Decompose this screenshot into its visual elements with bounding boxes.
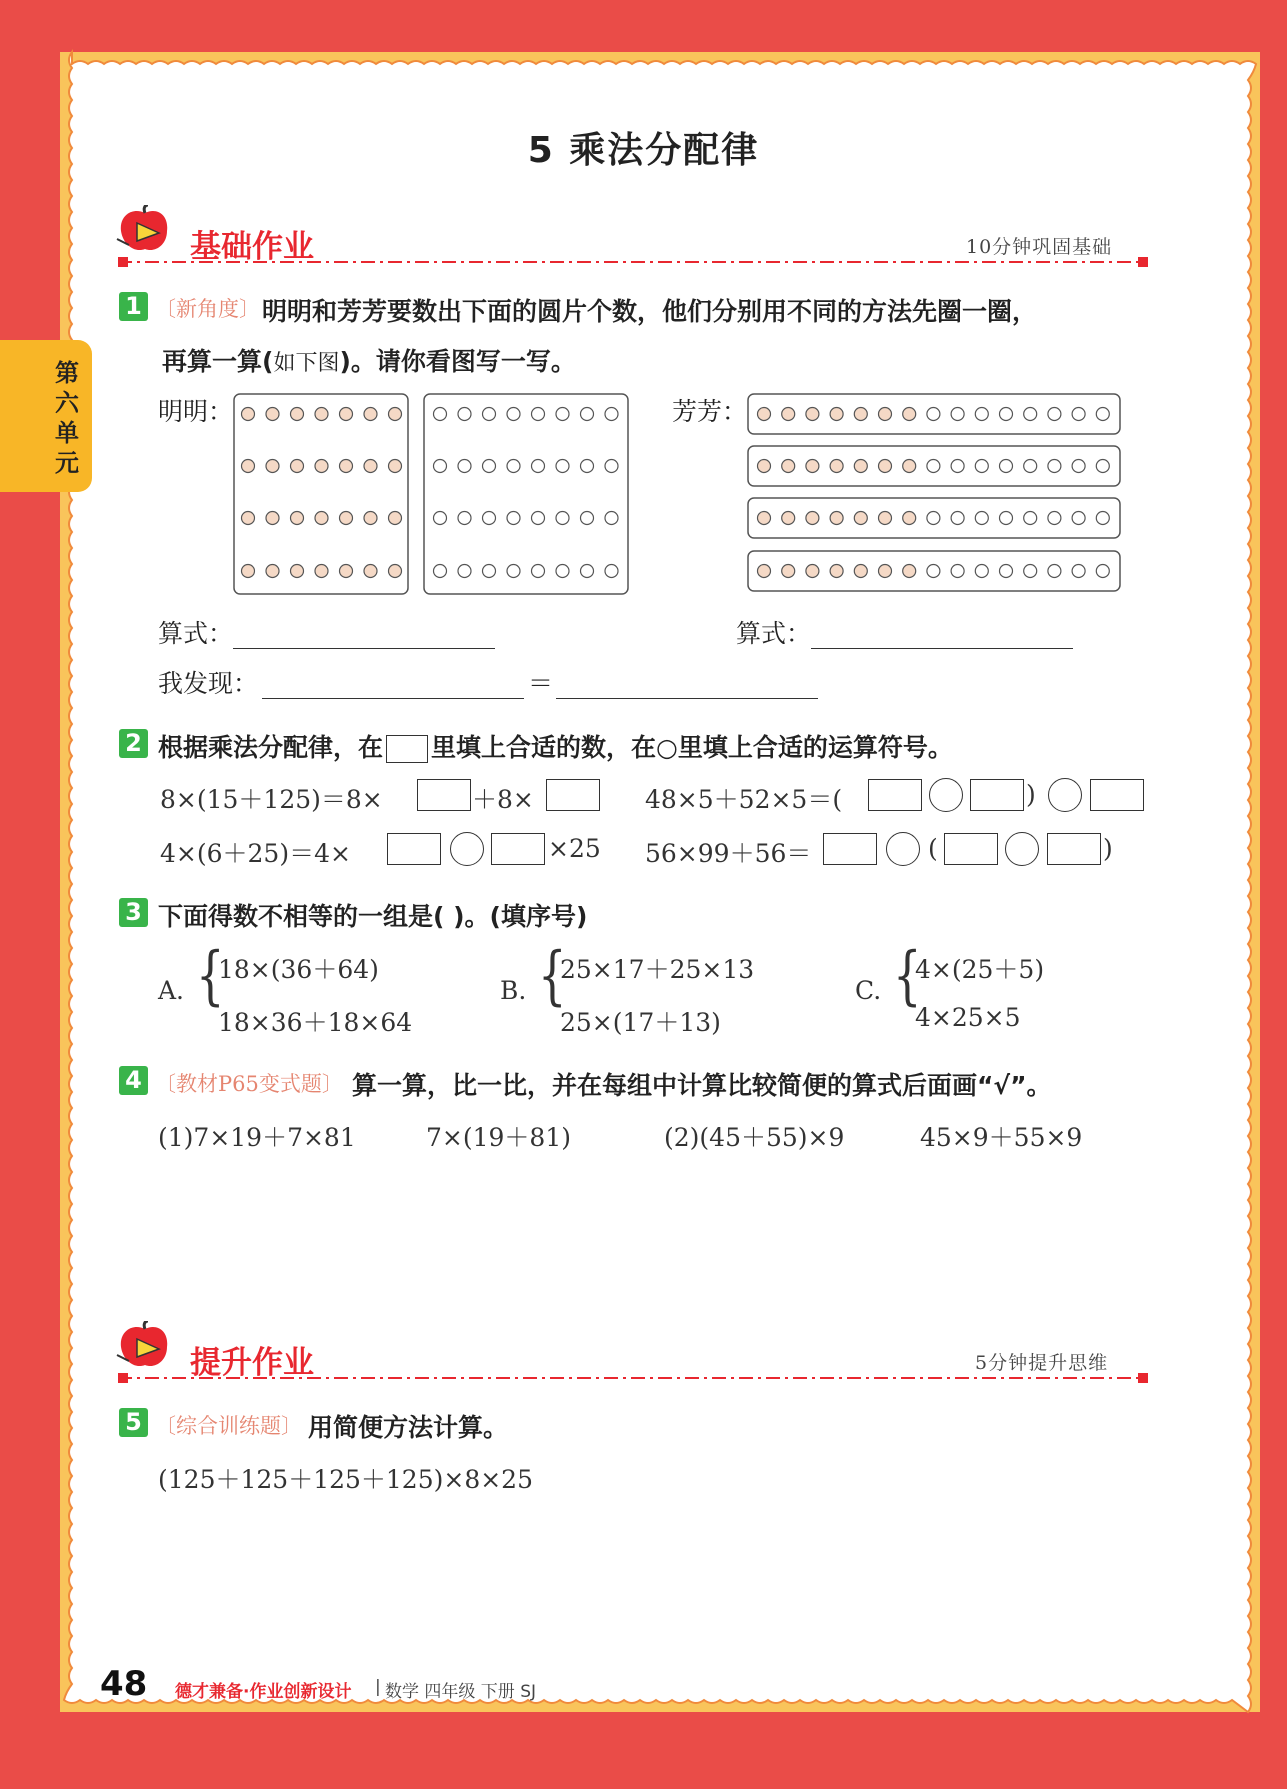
dot-filled <box>782 408 795 421</box>
dot-empty <box>507 512 520 525</box>
dot-filled <box>389 460 402 473</box>
option-c-line1: 4×(25＋5) <box>915 955 1045 984</box>
dot-empty <box>927 460 940 473</box>
dot-filled <box>315 460 328 473</box>
dot-filled <box>806 408 819 421</box>
dot-filled <box>879 512 892 525</box>
dot-filled <box>291 565 304 578</box>
discover-label: 我发现： <box>158 669 259 698</box>
dot-empty <box>581 565 594 578</box>
dot-empty <box>1000 460 1013 473</box>
dot-filled <box>242 565 255 578</box>
dot-filled <box>315 512 328 525</box>
dot-filled <box>315 408 328 421</box>
dot-empty <box>927 408 940 421</box>
eq1-box-2[interactable] <box>546 779 600 811</box>
unit-tab <box>0 340 92 492</box>
eq2-circle-1[interactable] <box>929 778 963 812</box>
discover-blank-right[interactable] <box>556 698 818 699</box>
dot-empty <box>605 512 618 525</box>
dot-filled <box>782 512 795 525</box>
dot-empty <box>927 512 940 525</box>
dot-empty <box>1096 565 1109 578</box>
page-number: 48 <box>100 1664 148 1704</box>
dot-filled <box>266 460 279 473</box>
option-b-line1: 25×17＋25×13 <box>560 955 755 984</box>
dot-filled <box>291 460 304 473</box>
formula-label-left: 算式： <box>158 619 234 648</box>
dot-empty <box>532 408 545 421</box>
dot-empty <box>556 512 569 525</box>
dot-empty <box>1072 512 1085 525</box>
dot-empty <box>1000 512 1013 525</box>
eq4-text-c: ) <box>1103 834 1113 863</box>
dot-empty <box>483 512 496 525</box>
dot-empty <box>975 460 988 473</box>
dot-empty <box>581 408 594 421</box>
option-b-brace: { <box>538 939 567 1013</box>
dot-filled <box>364 512 377 525</box>
eq4-text-a: 56×99＋56＝ <box>645 839 812 868</box>
dot-empty <box>951 460 964 473</box>
mingming-label: 明明： <box>158 397 234 426</box>
dot-filled <box>854 512 867 525</box>
eq1-box-1[interactable] <box>417 779 471 811</box>
question-number-3: 3 <box>119 898 148 927</box>
dot-filled <box>830 512 843 525</box>
dot-empty <box>1024 408 1037 421</box>
dot-empty <box>1000 565 1013 578</box>
mingming-empty-group <box>424 394 628 594</box>
discover-blank-left[interactable] <box>262 698 524 699</box>
dot-empty <box>434 512 447 525</box>
dot-filled <box>903 565 916 578</box>
dot-empty <box>483 408 496 421</box>
option-b-line2: 25×(17＋13) <box>560 1008 721 1037</box>
dot-empty <box>458 565 471 578</box>
dot-empty <box>1024 565 1037 578</box>
dot-empty <box>927 565 940 578</box>
q4-item-2: 7×(19＋81) <box>426 1123 571 1152</box>
dot-filled <box>830 565 843 578</box>
dot-filled <box>854 408 867 421</box>
dot-empty <box>1048 408 1061 421</box>
question-number-4: 4 <box>119 1066 148 1095</box>
dot-empty <box>507 460 520 473</box>
formula-blank-left[interactable] <box>233 648 495 649</box>
dot-empty <box>975 565 988 578</box>
book-title: 德才兼备·作业创新设计 <box>175 1682 352 1702</box>
q4-item-1: (1)7×19＋7×81 <box>158 1123 356 1152</box>
dot-filled <box>389 408 402 421</box>
dot-figure <box>230 390 1130 600</box>
dot-filled <box>389 512 402 525</box>
page-title: 5 乘法分配律 <box>527 130 760 171</box>
eq3-box-2[interactable] <box>491 833 545 865</box>
dot-empty <box>532 460 545 473</box>
dot-empty <box>1072 460 1085 473</box>
question-number-1: 1 <box>119 292 148 321</box>
question-text-1a: 明明和芳芳要数出下面的圆片个数，他们分别用不同的方法先圈一圈， <box>262 297 1038 326</box>
dot-filled <box>806 460 819 473</box>
dot-empty <box>605 565 618 578</box>
fangfang-label: 芳芳： <box>672 397 748 426</box>
dot-empty <box>1048 565 1061 578</box>
dot-filled <box>364 460 377 473</box>
unit-tab-label: 第六单元 <box>55 359 79 477</box>
option-a-line1: 18×(36＋64) <box>218 955 379 984</box>
eq3-text-b: ×25 <box>548 834 601 863</box>
dot-empty <box>434 565 447 578</box>
dot-filled <box>806 512 819 525</box>
dot-empty <box>1024 512 1037 525</box>
dot-filled <box>340 460 353 473</box>
dot-empty <box>483 565 496 578</box>
dot-empty <box>581 512 594 525</box>
question-text-5: 用简便方法计算。 <box>308 1413 509 1442</box>
dot-filled <box>758 512 771 525</box>
eq1-text-b: ＋8× <box>472 785 534 814</box>
section-divider <box>118 1371 1158 1385</box>
dot-empty <box>507 565 520 578</box>
dot-empty <box>532 565 545 578</box>
section-advanced-subtitle: 5分钟提升思维 <box>975 1352 1109 1374</box>
option-c-brace: { <box>893 939 922 1013</box>
dot-filled <box>758 565 771 578</box>
dot-filled <box>242 460 255 473</box>
eq1-text-a: 8×(15＋125)＝8× <box>160 785 383 814</box>
dot-empty <box>458 408 471 421</box>
eq2-text-a: 48×5＋52×5＝( <box>645 785 843 814</box>
eq4-text-b: ( <box>928 834 938 863</box>
eq4-box-1[interactable] <box>823 833 877 865</box>
question-tag-1: 〔新角度〕 <box>155 297 260 321</box>
eq3-circle[interactable] <box>450 832 484 866</box>
dot-empty <box>434 460 447 473</box>
apple-icon <box>115 205 175 257</box>
dot-empty <box>1072 408 1085 421</box>
dot-filled <box>340 408 353 421</box>
dot-filled <box>389 565 402 578</box>
dot-empty <box>532 512 545 525</box>
option-a-line2: 18×36＋18×64 <box>218 1008 413 1037</box>
dot-empty <box>434 408 447 421</box>
section-divider <box>118 255 1158 269</box>
option-c-label: C. <box>855 976 882 1005</box>
option-a-label: A. <box>158 976 185 1005</box>
eq2-box-3[interactable] <box>1090 779 1144 811</box>
option-c-line2: 4×25×5 <box>915 1003 1021 1032</box>
dot-filled <box>266 565 279 578</box>
eq3-box-1[interactable] <box>387 833 441 865</box>
dot-filled <box>830 408 843 421</box>
dot-filled <box>266 408 279 421</box>
eq2-text-b: ) <box>1026 780 1036 809</box>
option-b-label: B. <box>500 976 527 1005</box>
section-basic-subtitle: 10分钟巩固基础 <box>966 236 1113 258</box>
dot-empty <box>1048 460 1061 473</box>
dot-filled <box>903 460 916 473</box>
dot-filled <box>340 512 353 525</box>
option-a-brace: { <box>196 939 225 1013</box>
equals-sign: ＝ <box>528 669 554 698</box>
dot-empty <box>458 460 471 473</box>
q4-item-3: (2)(45＋55)×9 <box>664 1123 845 1152</box>
dot-filled <box>758 408 771 421</box>
eq2-box-2[interactable] <box>970 779 1024 811</box>
dot-empty <box>556 565 569 578</box>
dot-filled <box>879 460 892 473</box>
dot-filled <box>242 512 255 525</box>
dot-empty <box>605 460 618 473</box>
dot-empty <box>975 408 988 421</box>
dot-filled <box>879 408 892 421</box>
dot-filled <box>291 408 304 421</box>
question-text-1b: 再算一算(如下图)。请你看图写一写。 <box>162 347 576 376</box>
section-advanced-title: 提升作业 <box>190 1345 314 1381</box>
dot-filled <box>782 565 795 578</box>
dot-filled <box>854 460 867 473</box>
dot-empty <box>975 512 988 525</box>
eq3-text-a: 4×(6＋25)＝4× <box>160 839 351 868</box>
eq4-box-2[interactable] <box>944 833 998 865</box>
dot-empty <box>951 565 964 578</box>
dot-empty <box>1072 565 1085 578</box>
dot-empty <box>1096 512 1109 525</box>
question-number-5: 5 <box>119 1408 148 1437</box>
question-text-4: 算一算，比一比，并在每组中计算比较简便的算式后面画“√”。 <box>352 1071 1052 1100</box>
dot-filled <box>364 408 377 421</box>
eq4-circle-2[interactable] <box>1005 832 1039 866</box>
question-number-2: 2 <box>119 729 148 758</box>
dot-empty <box>951 408 964 421</box>
dot-filled <box>364 565 377 578</box>
question-tag-4: 〔教材P65变式题〕 <box>155 1072 343 1096</box>
section-basic-title: 基础作业 <box>190 229 314 265</box>
question-text-2: 根据乘法分配律，在 里填上合适的数，在○里填上合适的运算符号。 <box>158 733 953 762</box>
dot-filled <box>830 460 843 473</box>
dot-empty <box>605 408 618 421</box>
q4-item-4: 45×9＋55×9 <box>920 1123 1083 1152</box>
dot-empty <box>581 460 594 473</box>
eq4-circle-1[interactable] <box>886 832 920 866</box>
dot-empty <box>1096 460 1109 473</box>
dot-empty <box>1096 408 1109 421</box>
dot-filled <box>782 460 795 473</box>
dot-empty <box>507 408 520 421</box>
dot-filled <box>315 565 328 578</box>
eq2-box-1[interactable] <box>868 779 922 811</box>
dot-filled <box>879 565 892 578</box>
dot-filled <box>758 460 771 473</box>
eq2-circle-2[interactable] <box>1048 778 1082 812</box>
dot-filled <box>806 565 819 578</box>
dot-filled <box>291 512 304 525</box>
dot-empty <box>483 460 496 473</box>
dot-empty <box>458 512 471 525</box>
dot-filled <box>854 565 867 578</box>
question-text-3: 下面得数不相等的一组是( )。(填序号) <box>158 902 588 931</box>
dot-filled <box>242 408 255 421</box>
dot-empty <box>556 460 569 473</box>
apple-icon <box>115 1321 175 1373</box>
footer-separator: | <box>375 1677 381 1697</box>
dot-empty <box>951 512 964 525</box>
q5-expression: (125＋125＋125＋125)×8×25 <box>158 1465 533 1494</box>
formula-label-right: 算式： <box>736 619 812 648</box>
eq4-box-3[interactable] <box>1047 833 1101 865</box>
dot-empty <box>1024 460 1037 473</box>
formula-blank-right[interactable] <box>811 648 1073 649</box>
question-tag-5: 〔综合训练题〕 <box>155 1414 302 1438</box>
dot-filled <box>903 512 916 525</box>
book-info: 数学 四年级 下册 SJ <box>385 1682 537 1702</box>
dot-empty <box>1000 408 1013 421</box>
dot-filled <box>340 565 353 578</box>
dot-filled <box>903 408 916 421</box>
dot-filled <box>266 512 279 525</box>
dot-empty <box>1048 512 1061 525</box>
dot-empty <box>556 408 569 421</box>
